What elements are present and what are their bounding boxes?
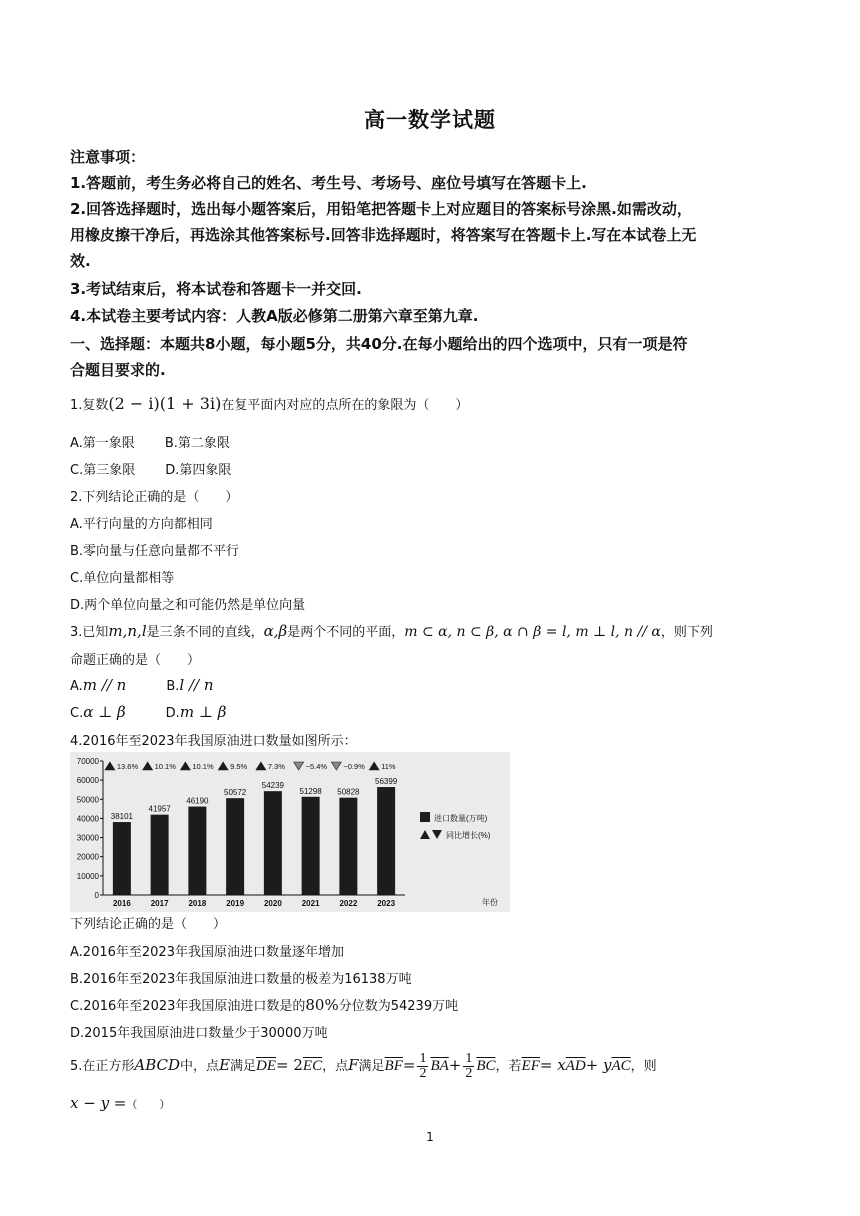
- q4-option-c: C.2016年至2023年我国原油进口数是的80%分位数为54239万吨: [70, 996, 459, 1014]
- question-1-stem: 1.复数(2 − i)(1 + 3i)在复平面内对应的点所在的象限为（ ）: [70, 394, 469, 413]
- question-4-question: 下列结论正确的是（ ）: [70, 917, 227, 932]
- note-2b: 用橡皮擦干净后，再选涂其他答案标号.回答非选择题时，将答案写在答题卡上.写在本试卷上无: [70, 226, 697, 244]
- growth-label: 11%: [381, 762, 396, 771]
- growth-label: 13.6%: [116, 762, 139, 771]
- legend-bar-swatch: [420, 812, 430, 822]
- note-2a: 2.回答选择题时，选出每小题答案后，用铅笔把答题卡上对应题目的答案标号涂黑.如需改动，: [70, 200, 692, 218]
- note-1: 1.答题前，考生务必将自己的姓名、考生号、考场号、座位号填写在答题卡上.: [70, 174, 587, 192]
- q1-option-a: A.第一象限: [70, 436, 135, 451]
- question-3-stem-line2: 命题正确的是（ ）: [70, 653, 201, 668]
- bar-value-label: 50828: [337, 787, 360, 797]
- bar-value-label: 56399: [375, 777, 398, 787]
- q4-option-a: A.2016年至2023年我国原油进口数量逐年增加: [70, 945, 344, 960]
- question-5-line2: x − y =（ ）: [70, 1094, 171, 1112]
- x-tick-label: 2016: [112, 899, 131, 908]
- note-4: 4.本试卷主要考试内容：人教A版必修第二册第六章至第九章.: [70, 307, 479, 325]
- bar-value-label: 54239: [261, 781, 284, 791]
- oil-import-chart: [70, 752, 510, 912]
- page-number: 1: [426, 1130, 434, 1144]
- x-tick-label: 2021: [301, 899, 320, 908]
- bar-value-label: 38101: [110, 812, 133, 822]
- q1-expression: (2 − i)(1 + 3i): [108, 394, 222, 413]
- vector-ef: $\overline{EF}$: [521, 1058, 540, 1074]
- q2-option-c: C.单位向量都相等: [70, 571, 175, 586]
- x-tick-label: 2023: [377, 899, 396, 908]
- bar-value-label: 51298: [299, 786, 322, 796]
- vector-ac: $\overline{AC}$: [611, 1058, 631, 1074]
- q2-option-b: B.零向量与任意向量都不平行: [70, 544, 240, 559]
- bar-value-label: 46190: [186, 796, 209, 806]
- chart-background: [70, 752, 510, 912]
- q4-option-d: D.2015年我国原油进口数量少于30000万吨: [70, 1026, 328, 1041]
- x-tick-label: 2020: [263, 899, 282, 908]
- y-tick-label: 40000: [76, 814, 99, 824]
- vector-ec: $\overline{EC}$: [302, 1058, 323, 1074]
- vector-bc: $\overline{BC}$: [476, 1058, 496, 1074]
- y-tick-label: 0: [94, 891, 99, 900]
- x-axis-label: 年份: [482, 898, 498, 907]
- bar: [226, 798, 244, 895]
- y-tick-label: 30000: [76, 833, 99, 843]
- vector-bf: $\overline{BF}$: [384, 1058, 403, 1074]
- question-3-stem: 3.已知m,n,l是三条不同的直线，α,β是两个不同的平面，m ⊂ α, n ⊂ β, α ∩ β = l, m ⊥ l, n // α，则下列: [70, 622, 713, 640]
- growth-label: 10.1%: [192, 762, 214, 771]
- q2-option-a: A.平行向量的方向都相同: [70, 517, 213, 532]
- y-tick-label: 20000: [76, 852, 99, 862]
- y-tick-label: 10000: [76, 871, 99, 881]
- note-3: 3.考试结束后，将本试卷和答题卡一并交回.: [70, 280, 362, 298]
- bar-value-label: 41957: [148, 804, 171, 814]
- y-tick-label: 60000: [76, 776, 99, 786]
- fraction-half-2: $\frac{1}{2}$: [465, 1051, 473, 1081]
- legend-bar-label: 进口数量(万吨): [434, 814, 488, 823]
- q3-option-b: l // n: [179, 676, 214, 694]
- question-5-stem: 5.在正方形ABCD中，点E满足$\overline{DE}= 2\overline{EC}$，点F满足$\overline{BF}=$ $\frac{1}{2}$ $\overline{BA}+$ $\frac{1}{2}$ $\overline{BC}$，若$\overline{EF}= x\overline{AD}+ y\overline{AC}$，则: [70, 1051, 657, 1081]
- question-1-options-row2: [70, 459, 231, 478]
- fraction-half-1: $\frac{1}{2}$: [419, 1051, 427, 1081]
- q2-option-d: D.两个单位向量之和可能仍然是单位向量: [70, 598, 306, 613]
- vector-de: $\overline{DE}$: [256, 1058, 277, 1074]
- x-tick-label: 2018: [188, 899, 207, 908]
- growth-label: −5.4%: [305, 762, 328, 771]
- q1-option-b: B.第二象限: [164, 436, 230, 451]
- x-tick-label: 2017: [150, 899, 169, 908]
- bar: [339, 798, 357, 895]
- vector-ad: $\overline{AD}$: [565, 1058, 586, 1074]
- bar: [302, 797, 320, 895]
- bar: [188, 807, 206, 895]
- question-3-options-row2: C.α ⊥ β D.m ⊥ β: [70, 703, 227, 721]
- x-tick-label: 2019: [226, 899, 245, 908]
- x-tick-label: 2022: [339, 899, 358, 908]
- question-2-stem: 2.下列结论正确的是（ ）: [70, 490, 239, 505]
- q1-option-c: C.第三象限: [70, 463, 136, 478]
- growth-label: 7.3%: [267, 762, 285, 771]
- q3-condition: m ⊂ α, n ⊂ β, α ∩ β = l, m ⊥ l, n // α: [404, 624, 661, 640]
- notes-heading: 注意事项：: [70, 148, 146, 166]
- growth-label: −0.9%: [343, 762, 365, 771]
- question-4-stem: 4.2016年至2023年我国原油进口数量如图所示：: [70, 734, 357, 749]
- question-1-options-row1: [70, 432, 230, 451]
- q4-option-b: B.2016年至2023年我国原油进口数量的极差为16138万吨: [70, 972, 412, 987]
- bar: [151, 815, 169, 895]
- vector-ba: $\overline{BA}$: [430, 1058, 449, 1074]
- question-3-options-row1: A.m // n B.l // n: [70, 676, 214, 694]
- y-tick-label: 50000: [76, 795, 99, 805]
- growth-label: 10.1%: [154, 762, 176, 771]
- section-1-line2: 合题目要求的.: [70, 361, 166, 379]
- legend-growth-label: 同比增长(%): [446, 831, 491, 840]
- q3-option-d: m ⊥ β: [179, 703, 227, 721]
- q1-option-d: D.第四象限: [165, 463, 232, 478]
- section-1-line1: 一、选择题：本题共8小题，每小题5分，共40分.在每小题给出的四个选项中，只有一项是符: [70, 335, 688, 353]
- bar: [113, 822, 131, 895]
- growth-label: 9.5%: [230, 762, 248, 771]
- bar: [264, 791, 282, 895]
- bar-value-label: 50572: [224, 788, 247, 798]
- q3-option-c: α ⊥ β: [83, 703, 126, 721]
- page-title: 高一数学试题: [364, 108, 496, 132]
- y-tick-label: 70000: [76, 757, 99, 766]
- bar: [377, 787, 395, 895]
- note-2c: 效.: [70, 252, 91, 270]
- q3-option-a: m // n: [82, 676, 127, 694]
